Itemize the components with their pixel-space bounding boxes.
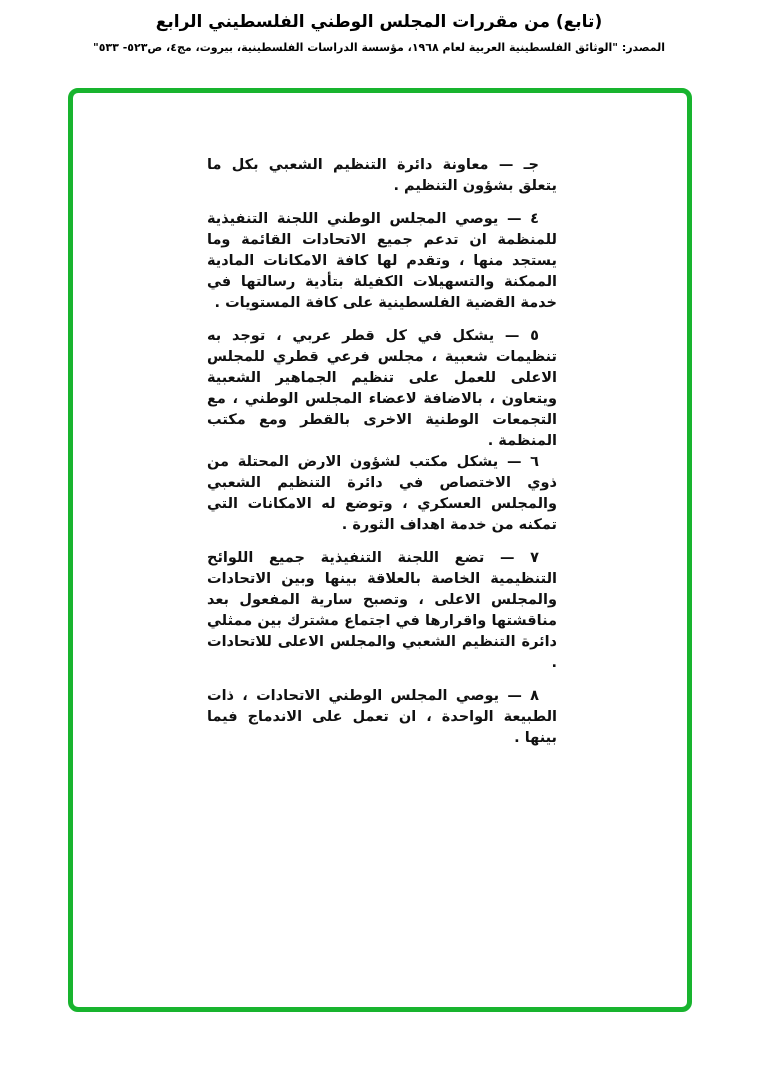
document-body <box>207 155 557 749</box>
paragraph-4: ٤ — يوصي المجلس الوطني اللجنة التنفيذية للمنظمة ان تدعم جميع الاتحادات القائمة وما يستجد منها ، وتقدم لها كافة الامكانات المادية الممكنة والتسهيلات الكفيلة بتأدية رسالتها في خدمة القضية الفلسطينية على كافة المستويات . <box>207 211 557 311</box>
paragraph-c: جـ — معاونة دائرة التنظيم الشعبي بكل ما يتعلق بشؤون التنظيم . <box>207 157 557 194</box>
paragraph-8: ٨ — يوصي المجلس الوطني الاتحادات ، ذات الطبيعة الواحدة ، ان تعمل على الاندماج فيما بينها . <box>207 688 557 746</box>
page-header <box>0 10 758 54</box>
page-title: (تابع) من مقررات المجلس الوطني الفلسطيني الرابع <box>155 12 603 32</box>
paragraph-7: ٧ — تضع اللجنة التنفيذية جميع اللوائح التنظيمية الخاصة بالعلاقة بينها وبين الاتحادات والمجلس الاعلى ، وتصبح سارية المفعول بعد مناقشتها واقرارها في اجتماع مشترك بين ممثلي دائرة التنظيم الشعبي والمجلس الاعلى للاتحادات . <box>207 550 557 671</box>
source-citation: المصدر: "الوثائق الفلسطينية العربية لعام ١٩٦٨، مؤسسة الدراسات الفلسطينية، بيروت، مج٤، ص٥٢٣- ٥٣٣" <box>92 41 666 54</box>
document-frame <box>68 88 692 1012</box>
paragraph-5: ٥ — يشكل في كل قطر عربي ، توجد به تنظيمات شعبية ، مجلس فرعي قطري للمجلس الاعلى للعمل على تنظيم الجماهير الشعبية ويتعاون ، بالاضافة لاعضاء المجلس الوطني ، مع التجمعات الوطنية الاخرى بالقطر ومع مكتب المنظمة . <box>207 328 557 449</box>
paragraph-6: ٦ — يشكل مكتب لشؤون الارض المحتلة من ذوي الاختصاص في دائرة التنظيم الشعبي والمجلس العسكري ، وتوضع له الامكانات التي تمكنه من خدمة اهداف الثورة . <box>207 454 557 533</box>
